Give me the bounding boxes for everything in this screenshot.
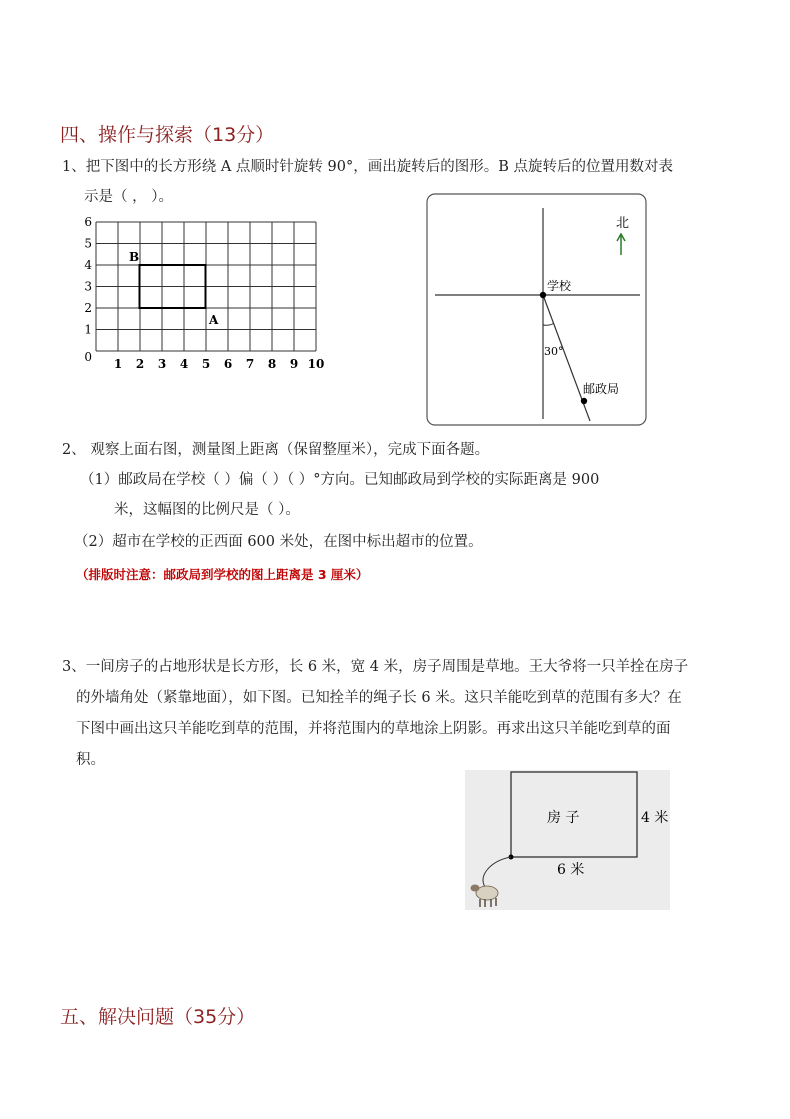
y-axis-label: 1 <box>84 322 92 337</box>
layout-note: （排版时注意：邮政局到学校的图上距离是 3 厘米） <box>76 567 369 582</box>
q3-text-line4: 积。 <box>76 752 105 768</box>
x-axis-label: 4 <box>179 357 189 371</box>
q3-text-line1: 3、一间房子的占地形状是长方形，长 6 米，宽 4 米，房子周围是草地。王大爷将一只羊拴在房子 <box>62 659 689 675</box>
y-axis-label: 0 <box>84 350 92 364</box>
post-office-label: 邮政局 <box>583 382 620 396</box>
y-axis-label: 5 <box>84 236 92 251</box>
y-axis-label: 4 <box>84 258 92 272</box>
x-axis-label: 9 <box>289 357 299 371</box>
house-width-label: 4 米 <box>641 810 669 826</box>
house-label: 房 子 <box>547 810 580 826</box>
point-a-label: A <box>209 313 219 327</box>
q1-text-line2: 示是（ ， ）。 <box>84 189 173 205</box>
x-axis-label: 10 <box>307 357 325 371</box>
coordinate-grid <box>78 212 338 377</box>
y-axis-label: 2 <box>84 301 92 315</box>
q3-text-line3: 下图中画出这只羊能吃到草的范围，并将范围内的草地涂上阴影。再求出这只羊能吃到草的面 <box>76 721 671 737</box>
x-axis-label: 5 <box>201 357 211 371</box>
point-b-label: B <box>129 250 140 264</box>
q2-text-line4: （2）超市在学校的正西面 600 米处，在图中标出超市的位置。 <box>74 534 483 550</box>
x-axis-label: 6 <box>223 357 233 371</box>
x-axis-label: 1 <box>113 357 123 371</box>
y-axis-label: 6 <box>84 215 92 229</box>
q2-text-line1: 2、 观察上面右图，测量图上距离（保留整厘米），完成下面各题。 <box>62 442 490 458</box>
x-axis-label: 2 <box>135 357 145 371</box>
post-office-point <box>581 398 587 404</box>
house-length-label: 6 米 <box>557 862 585 878</box>
q2-text-line3: 米，这幅图的比例尺是（ ）。 <box>114 502 300 518</box>
school-label: 学校 <box>547 279 572 293</box>
section-5-title: 五、解决问题（35分） <box>60 1006 256 1028</box>
x-axis-label: 8 <box>267 357 277 371</box>
q1-text-line1: 1、把下图中的长方形绕 A 点顺时针旋转 90°，画出旋转后的图形。B 点旋转后的位置用数对表 <box>62 159 673 175</box>
x-axis-label: 3 <box>157 357 167 371</box>
house-figure <box>465 770 670 910</box>
angle-label: 30° <box>544 345 564 358</box>
q2-text-line2: （1）邮政局在学校（ ）偏（ ）（ ）°方向。已知邮政局到学校的实际距离是 900 <box>80 472 600 488</box>
school-point <box>540 292 546 298</box>
x-axis-label: 7 <box>245 357 255 371</box>
y-axis-label: 3 <box>84 279 92 294</box>
section-4-title: 四、操作与探索（13分） <box>60 124 275 146</box>
q3-text-line2: 的外墙角处（紧靠地面），如下图。已知拴羊的绳子长 6 米。这只羊能吃到草的范围有多大？在 <box>76 690 682 706</box>
north-label: 北 <box>616 216 630 231</box>
direction-map <box>426 193 648 427</box>
